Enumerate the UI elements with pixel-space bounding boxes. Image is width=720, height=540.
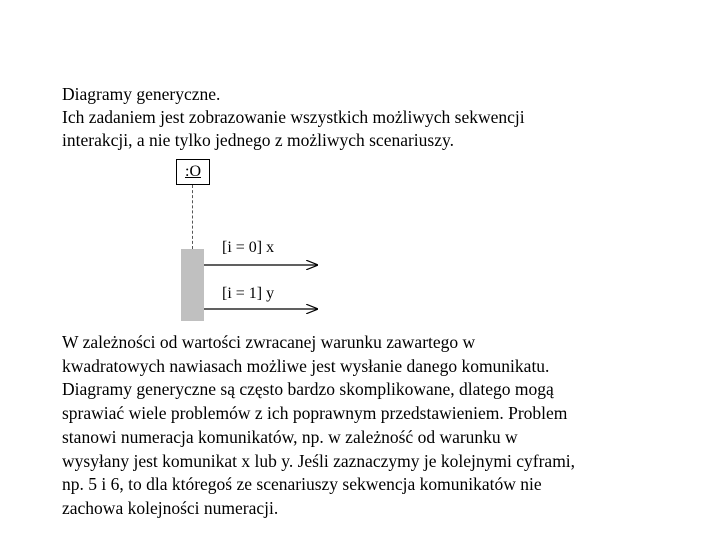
object-label: :O [185,163,201,180]
message-label-y: [i = 1] y [222,285,275,302]
body-line: np. 5 i 6, to dla któregoś ze scenariuszy sekwencja komunikatów nie [62,474,542,495]
intro-line: Diagramy generyczne. [62,84,221,104]
message-label-x: [i = 0] x [222,239,275,256]
intro-line: interakcji, a nie tylko jednego z możliwych scenariuszy. [62,130,454,150]
body-line: sprawiać wiele problemów z ich poprawnym przedstawieniem. Problem [62,403,568,424]
body-text [62,331,712,521]
body-line: zachowa kolejności numeracji. [62,497,279,518]
body-line: Diagramy generyczne są często bardzo skomplikowane, dlatego mogą [62,379,554,400]
intro-line: Ich zadaniem jest zobrazowanie wszystkich możliwych sekwencji [62,107,525,127]
body-line: stanowi numeracja komunikatów, np. w zależność od warunku w [62,426,518,447]
body-line: W zależności od wartości zwracanej warunku zawartego w [62,332,476,352]
body-line: kwadratowych nawiasach możliwe jest wysłanie danego komunikatu. [62,355,550,376]
body-line: wysyłany jest komunikat x lub y. Jeśli zaznaczymy je kolejnymi cyframi, [62,450,576,471]
